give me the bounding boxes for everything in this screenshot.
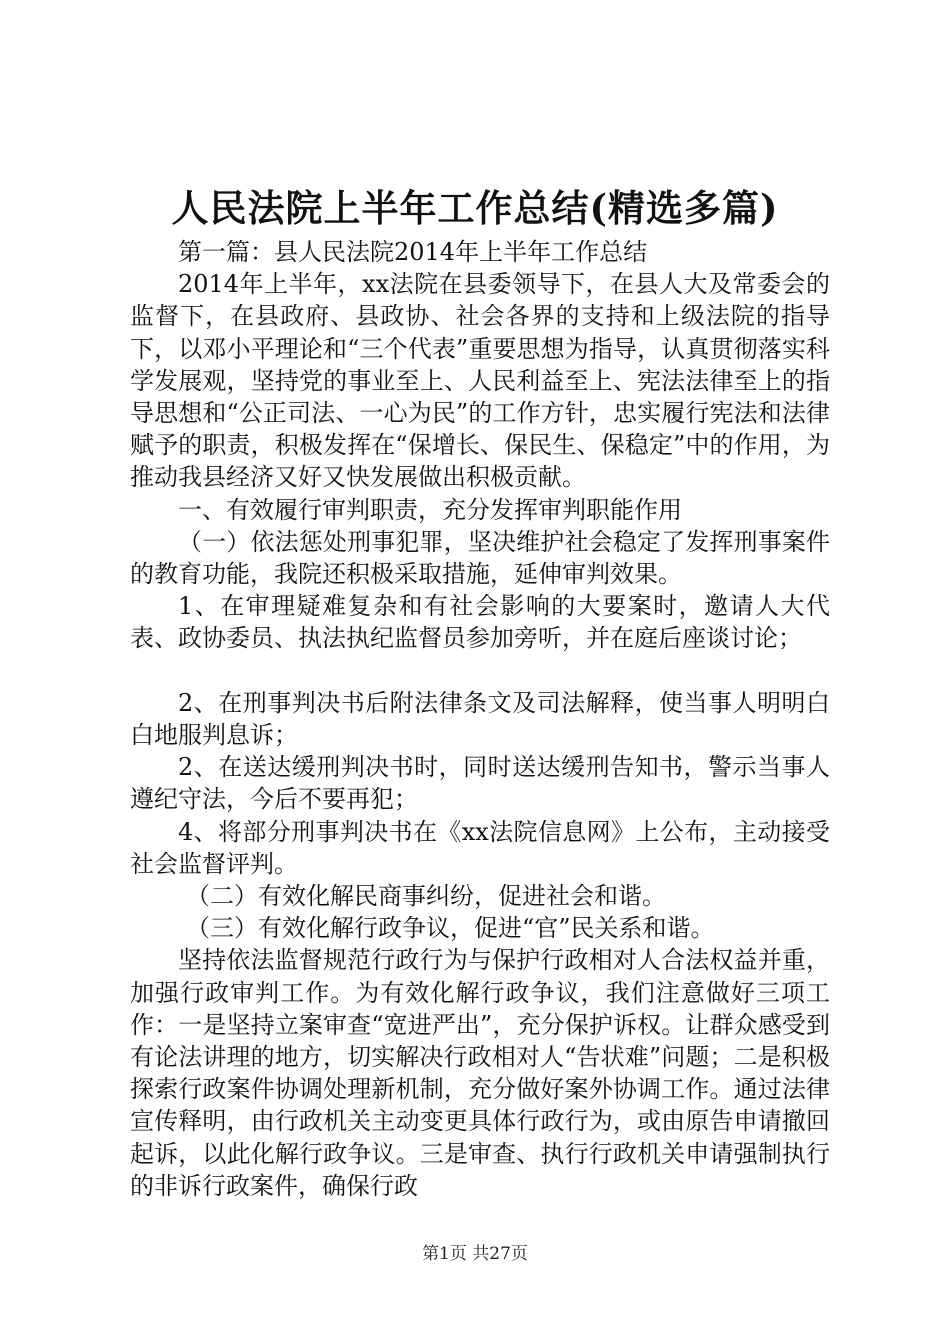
list-item: 1、在审理疑难复杂和有社会影响的大要案时，邀请人大代表、政协委员、执法执纪监督员参加旁听，并在庭后座谈讨论； [130,592,830,653]
list-item: 4、将部分刑事判决书在《xx法院信息网》上公布，主动接受社会监督评判。 [130,817,830,878]
document-body [130,236,830,1202]
body-paragraph: 坚持依法监督规范行政行为与保护行政相对人合法权益并重，加强行政审判工作。为有效化解行政争议，我们注意做好三项工作：一是坚持立案审查“宽进严出”，充分保护诉权。让群众感受到有论法讲理的地方，切实解决行政相对人“告状难”问题；二是积极探索行政案件协调处理新机制，充分做好案外协调工作。通过法律宣传释明，由行政机关主动变更具体行政行为，或由原告申请撤回起诉，以此化解行政争议。三是审查、执行行政机关申请强制执行的非诉行政案件，确保行政 [130,946,830,1200]
list-item: 2、在刑事判决书后附法律条文及司法解释，使当事人明明白白地服判息诉； [130,688,830,750]
list-item: 2、在送达缓刑判决书时，同时送达缓刑告知书，警示当事人遵纪守法，今后不要再犯； [130,753,830,814]
subsection-heading: （二）有效化解民商事纠纷，促进社会和谐。 [186,882,666,911]
body-paragraph: 2014年上半年，xx法院在县委领导下，在县人大及常委会的监督下，在县政府、县政协、社会各界的支持和上级法院的指导下，以邓小平理论和“三个代表”重要思想为指导，认真贯彻落实科学发展观，坚持党的事业至上、人民利益至上、宪法法律至上的指导思想和“公正司法、一心为民”的工作方针，忠实履行宪法和法律赋予的职责，积极发挥在“保增长、保民生、保稳定”中的作用，为推动我县经济又好又快发展做出积极贡献。 [130,270,830,492]
section-heading: 一、有效履行审判职责，充分发挥审判职能作用 [178,495,682,524]
subsection-heading: （三）有效化解行政争议，促进“官”民关系和谐。 [186,914,715,943]
document-title: 人民法院上半年工作总结(精选多篇) [171,186,779,230]
page-footer: 第1页 共27页 [422,1244,528,1264]
blank-line [130,655,830,687]
subsection-heading: （一）依法惩处刑事犯罪，坚决维护社会稳定了发挥刑事案件的教育功能，我院还积极采取措施，延伸审判效果。 [130,527,830,589]
section-heading: 第一篇：县人民法院2014年上半年工作总结 [178,238,648,266]
